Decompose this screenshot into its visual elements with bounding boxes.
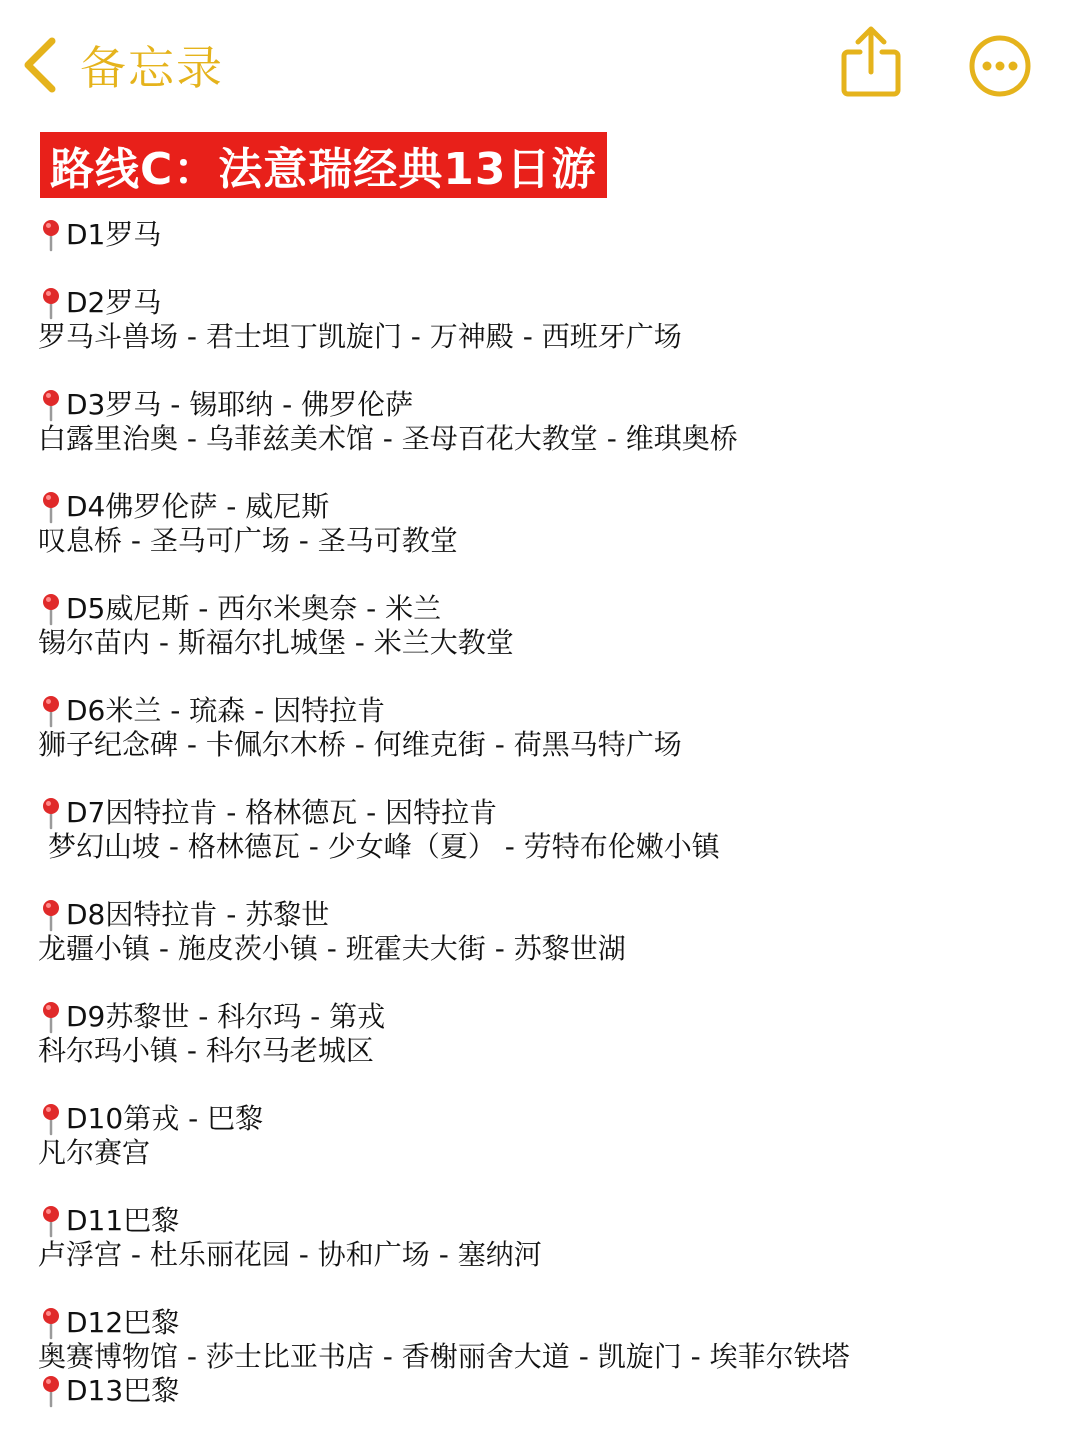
day-attractions: 罗马斗兽场 - 君士坦丁凯旋门 - 万神殿 - 西班牙广场 xyxy=(38,320,682,353)
itinerary-list xyxy=(38,218,1048,1442)
day-attractions: 叹息桥 - 圣马可广场 - 圣马可教堂 xyxy=(38,524,458,557)
itinerary-day xyxy=(38,898,1048,966)
day-heading xyxy=(38,286,1048,320)
day-heading-text: D5威尼斯 - 西尔米奥奈 - 米兰 xyxy=(66,592,442,625)
day-heading-text: D1罗马 xyxy=(66,218,162,251)
day-heading xyxy=(38,796,1048,830)
day-heading-text: D4佛罗伦萨 - 威尼斯 xyxy=(66,490,330,523)
round-pushpin-icon xyxy=(38,218,64,252)
day-attractions: 梦幻山坡 - 格林德瓦 - 少女峰（夏） - 劳特布伦嫩小镇 xyxy=(48,830,720,863)
more-icon xyxy=(968,34,1032,98)
day-heading xyxy=(38,1102,1048,1136)
round-pushpin-icon xyxy=(38,388,64,422)
day-heading xyxy=(38,388,1048,422)
itinerary-day xyxy=(38,1000,1048,1068)
itinerary-day xyxy=(38,218,1048,252)
share-button[interactable] xyxy=(838,24,904,100)
round-pushpin-icon xyxy=(38,1102,64,1136)
round-pushpin-icon xyxy=(38,1374,64,1408)
day-heading xyxy=(38,1374,1048,1408)
itinerary-day xyxy=(38,1102,1048,1170)
itinerary-day xyxy=(38,796,1048,864)
day-attractions: 卢浮宫 - 杜乐丽花园 - 协和广场 - 塞纳河 xyxy=(38,1238,542,1271)
day-attractions: 龙疆小镇 - 施皮茨小镇 - 班霍夫大街 - 苏黎世湖 xyxy=(38,932,626,965)
day-attractions: 锡尔苗内 - 斯福尔扎城堡 - 米兰大教堂 xyxy=(38,626,514,659)
itinerary-day xyxy=(38,592,1048,660)
round-pushpin-icon xyxy=(38,1204,64,1238)
day-attractions: 凡尔赛宫 xyxy=(38,1136,151,1169)
day-heading xyxy=(38,1204,1048,1238)
round-pushpin-icon xyxy=(38,490,64,524)
back-label: 备忘录 xyxy=(80,41,224,95)
day-heading xyxy=(38,898,1048,932)
note-title: 路线C：法意瑞经典13日游 xyxy=(50,144,597,195)
day-heading xyxy=(38,694,1048,728)
itinerary-day xyxy=(38,1204,1048,1272)
day-heading-text: D12巴黎 xyxy=(66,1306,180,1339)
day-heading-text: D9苏黎世 - 科尔玛 - 第戎 xyxy=(66,1000,386,1033)
day-attractions: 白露里治奥 - 乌菲兹美术馆 - 圣母百花大教堂 - 维琪奥桥 xyxy=(38,422,738,455)
round-pushpin-icon xyxy=(38,592,64,626)
back-button[interactable] xyxy=(22,30,224,100)
round-pushpin-icon xyxy=(38,1000,64,1034)
itinerary-day xyxy=(38,694,1048,762)
day-heading-text: D10第戎 - 巴黎 xyxy=(66,1102,264,1135)
day-heading-text: D11巴黎 xyxy=(66,1204,180,1237)
day-heading-text: D6米兰 - 琉森 - 因特拉肯 xyxy=(66,694,386,727)
day-heading-text: D2罗马 xyxy=(66,286,162,319)
itinerary-day xyxy=(38,1306,1048,1374)
round-pushpin-icon xyxy=(38,796,64,830)
day-attractions: 狮子纪念碑 - 卡佩尔木桥 - 何维克街 - 荷黑马特广场 xyxy=(38,728,682,761)
day-heading-text: D3罗马 - 锡耶纳 - 佛罗伦萨 xyxy=(66,388,414,421)
day-heading xyxy=(38,1000,1048,1034)
day-heading xyxy=(38,1306,1048,1340)
day-heading xyxy=(38,592,1048,626)
day-heading-text: D7因特拉肯 - 格林德瓦 - 因特拉肯 xyxy=(66,796,498,829)
day-heading-text: D8因特拉肯 - 苏黎世 xyxy=(66,898,330,931)
note-title-highlight xyxy=(40,132,607,198)
day-heading-text: D13巴黎 xyxy=(66,1374,180,1407)
itinerary-day xyxy=(38,1374,1048,1408)
day-attractions: 科尔玛小镇 - 科尔马老城区 xyxy=(38,1034,374,1067)
round-pushpin-icon xyxy=(38,898,64,932)
more-button[interactable] xyxy=(968,34,1032,98)
round-pushpin-icon xyxy=(38,1306,64,1340)
navigation-bar xyxy=(0,0,1080,120)
itinerary-day xyxy=(38,490,1048,558)
day-heading xyxy=(38,490,1048,524)
round-pushpin-icon xyxy=(38,694,64,728)
itinerary-day xyxy=(38,388,1048,456)
itinerary-day xyxy=(38,286,1048,354)
round-pushpin-icon xyxy=(38,286,64,320)
day-heading xyxy=(38,218,1048,252)
day-attractions: 奥赛博物馆 - 莎士比亚书店 - 香榭丽舍大道 - 凯旋门 - 埃菲尔铁塔 xyxy=(38,1340,850,1373)
share-icon xyxy=(838,24,904,100)
chevron-left-icon xyxy=(22,37,58,93)
